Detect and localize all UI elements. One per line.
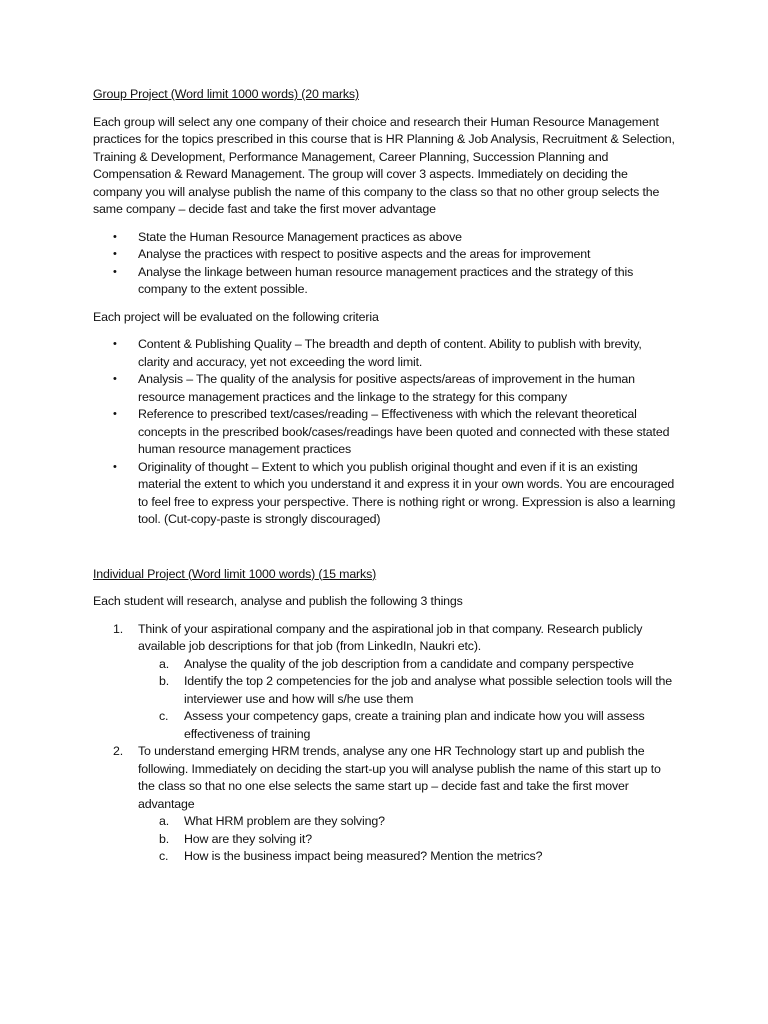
individual-project-heading: Individual Project (Word limit 1000 words) (15 marks) bbox=[93, 566, 377, 581]
subtask-item bbox=[138, 831, 676, 849]
section-spacer bbox=[93, 539, 676, 566]
aspect-text: State the Human Resource Management practices as above bbox=[138, 229, 462, 244]
criteria-item bbox=[93, 371, 676, 406]
bullet-icon: • bbox=[113, 373, 117, 385]
bullet-icon: • bbox=[113, 265, 117, 278]
subtask-item bbox=[138, 848, 676, 866]
task-text: To understand emerging HRM trends, analyse any one HR Technology start up and publish the following. Immediately on deciding the start-up you will analyse publish the name of this start up to the class so that no one else selects the same start up – decide fast and take the first mover advantage bbox=[138, 744, 661, 811]
subtask-text: Identify the top 2 competencies for the job and analyse what possible selection tools will the interviewer use and how will s/he use them bbox=[184, 674, 673, 706]
criteria-list bbox=[93, 336, 676, 529]
subtask-item bbox=[138, 813, 676, 831]
bullet-icon: • bbox=[113, 230, 117, 243]
individual-project-intro: Each student will research, analyse and publish the following 3 things bbox=[93, 594, 463, 608]
aspect-item bbox=[93, 264, 676, 299]
criteria-text: Reference to prescribed text/cases/reading – Effectiveness with which the relevant theoretical concepts in the prescribed book/cases/readings have been quoted and connected with these stated human resource management practices bbox=[138, 407, 670, 456]
subtask-item bbox=[138, 673, 676, 708]
criteria-text: Content & Publishing Quality – The breadth and depth of content. Ability to publish with brevity, clarity and accuracy, yet not exceeding the word limit. bbox=[138, 337, 642, 369]
subtask-letter: b. bbox=[159, 831, 170, 846]
aspect-item bbox=[93, 229, 676, 247]
subtask-letter: a. bbox=[159, 656, 170, 671]
tasks-list bbox=[93, 621, 676, 866]
subtask-letter: b. bbox=[159, 674, 170, 688]
task-number: 2. bbox=[113, 744, 124, 758]
criteria-intro: Each project will be evaluated on the following criteria bbox=[93, 309, 379, 324]
subtask-text: How are they solving it? bbox=[184, 831, 312, 846]
bullet-icon: • bbox=[113, 248, 117, 260]
subtask-list bbox=[138, 656, 676, 744]
bullet-icon: • bbox=[113, 460, 117, 473]
subtask-item bbox=[138, 708, 676, 743]
task-item bbox=[93, 743, 676, 866]
subtask-text: Assess your competency gaps, create a training plan and indicate how you will assess effectiveness of training bbox=[184, 709, 645, 741]
subtask-text: What HRM problem are they solving? bbox=[184, 814, 385, 828]
aspect-text: Analyse the practices with respect to positive aspects and the areas for improvement bbox=[138, 247, 591, 261]
subtask-list bbox=[138, 813, 676, 866]
aspects-list bbox=[93, 229, 676, 299]
criteria-text: Analysis – The quality of the analysis for positive aspects/areas of improvement in the human resource management practices and the linkage to the strategy for this company bbox=[138, 372, 635, 404]
group-project-heading: Group Project (Word limit 1000 words) (20 marks) bbox=[93, 87, 359, 101]
subtask-letter: c. bbox=[159, 709, 169, 723]
aspect-text: Analyse the linkage between human resource management practices and the strategy of this company to the extent possible. bbox=[138, 264, 634, 296]
criteria-item bbox=[93, 336, 676, 371]
group-project-section bbox=[93, 86, 676, 529]
criteria-item bbox=[93, 459, 676, 529]
aspect-item bbox=[93, 246, 676, 264]
task-number: 1. bbox=[113, 621, 124, 636]
group-project-intro: Each group will select any one company of their choice and research their Human Resource Management practices for the topics prescribed in this course that is HR Planning & Job Analysis, Recruitment & Selection, Training & Development, Performance Management, Career Planning, Succession Planning and Compensation & Reward Management. The group will cover 3 aspects. Immediately on deciding the company you will analyse publish the name of this company to the class so that no other group selects the same company – decide fast and take the first mover advantage bbox=[93, 114, 675, 216]
subtask-text: How is the business impact being measured? Mention the metrics? bbox=[184, 849, 543, 863]
subtask-item bbox=[138, 656, 676, 674]
criteria-item bbox=[93, 406, 676, 459]
subtask-letter: c. bbox=[159, 849, 169, 863]
individual-project-section bbox=[93, 566, 676, 866]
bullet-icon: • bbox=[113, 338, 117, 350]
subtask-letter: a. bbox=[159, 814, 170, 828]
bullet-icon: • bbox=[113, 408, 117, 420]
criteria-text: Originality of thought – Extent to which you publish original thought and even if it is an existing material the extent to which you understand it and express it in your own words. You are encouraged to feel free to express your perspective. There is nothing right or wrong. Expression is also a learning tool. (Cut-copy-paste is strongly discouraged) bbox=[138, 459, 676, 526]
task-text: Think of your aspirational company and the aspirational job in that company. Research publicly available job descriptions for that job (from LinkedIn, Naukri etc). bbox=[138, 621, 643, 653]
task-item bbox=[93, 621, 676, 744]
subtask-text: Analyse the quality of the job description from a candidate and company perspective bbox=[184, 656, 634, 671]
